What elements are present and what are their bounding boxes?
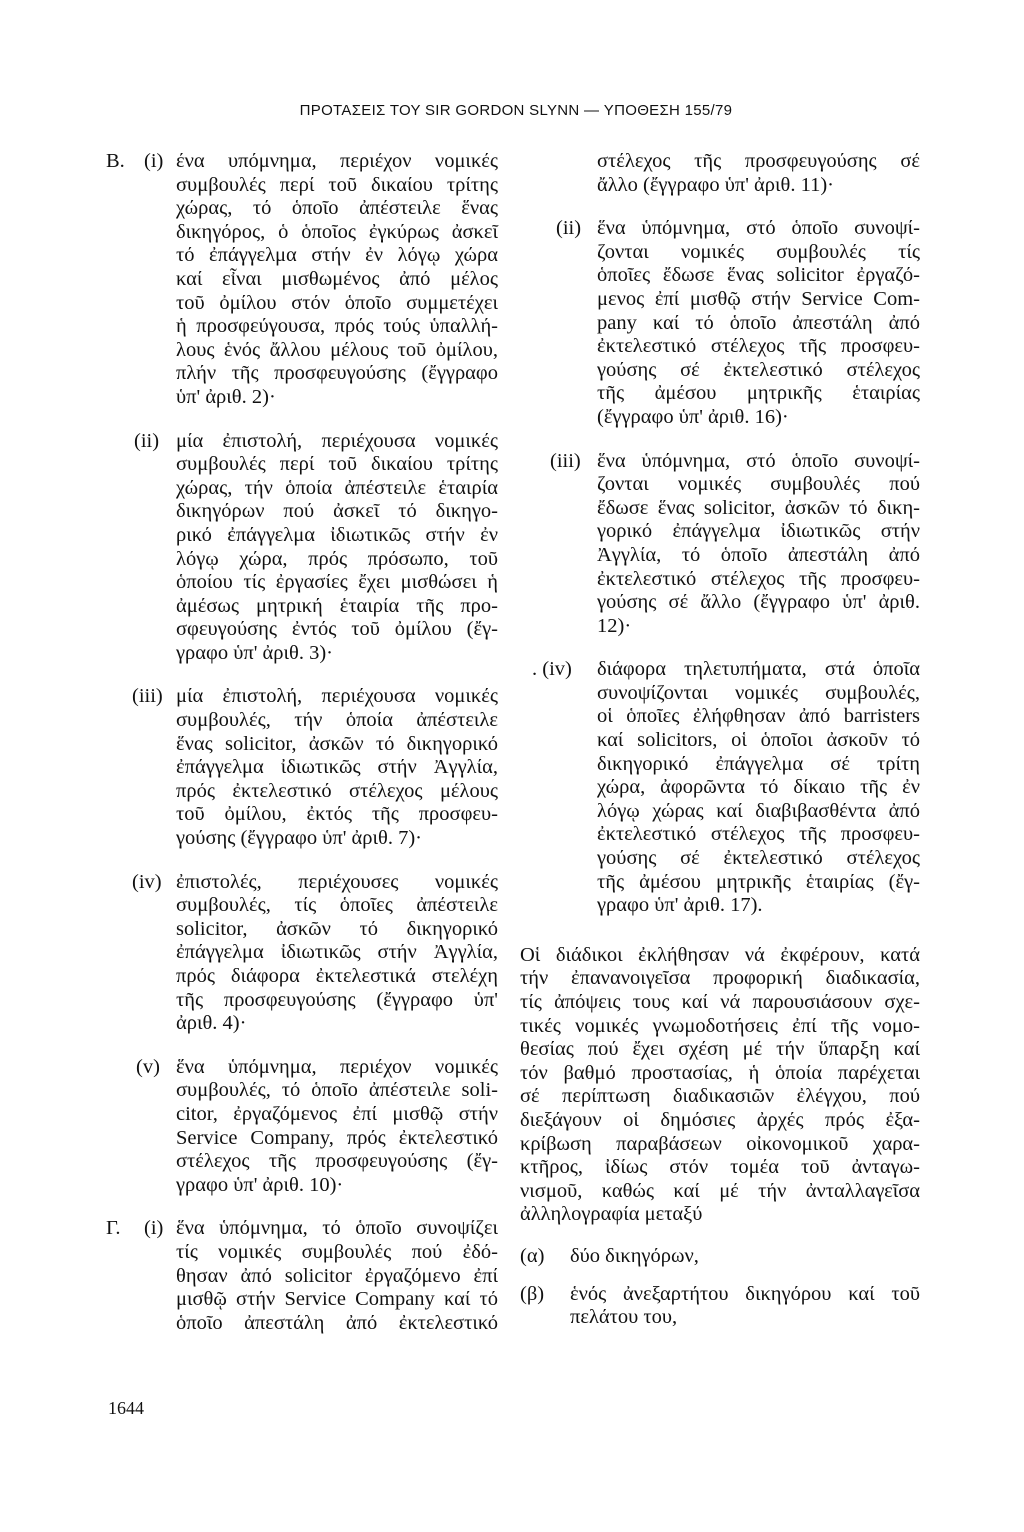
text-line: γούσης (ἔγγραφο ὑπ' ἀριθ. 7)·	[176, 827, 422, 850]
section-letter: Β.	[106, 150, 125, 172]
text-line: ὁποῖο ἀπεστάλη ἀπό ἐκτελεστικό	[176, 1311, 498, 1334]
text-line: ἑνός ἀνεξαρτήτου δικηγόρου καί τοῦ	[570, 1282, 920, 1305]
text-line: πρός διάφορα ἐκτελεστικά στελέχη	[176, 965, 498, 987]
list-item	[108, 685, 498, 850]
item-marker: (iv)	[132, 870, 162, 893]
text-line: τῆς ἀμέσου μητρικῆς ἑταιρίας	[597, 382, 920, 405]
text-line: ζονται νομικές συμβουλές τίς	[597, 240, 920, 263]
text-line: μία ἐπιστολή, περιέχουσα νομικές	[176, 685, 498, 708]
text-line: τοῦ ὀμίλου στόν ὁποῖο συμμετέχει	[176, 291, 498, 314]
text-line: συμβουλές, τήν ὁποία ἀπέστειλε	[176, 709, 498, 732]
text-line: (ἔγγραφο ὑπ' ἀριθ. 16)·	[597, 405, 789, 428]
list-item	[108, 430, 498, 666]
item-marker: (iii)	[132, 685, 163, 708]
list-item	[108, 1056, 498, 1198]
section-letter: Γ.	[106, 1217, 121, 1240]
list-item	[108, 150, 498, 410]
text-line: δύο δικηγόρων,	[570, 1244, 699, 1267]
list-item	[520, 658, 920, 918]
text-line: ένα υπόμνημα, περιέχον νομικές	[176, 150, 498, 172]
item-text	[176, 1056, 498, 1198]
text-line: ἀμέσως μητρική ἑταιρία τῆς προ-	[176, 594, 498, 617]
text-line: πρός ἐκτελεστικό στέλεχος μέλους	[176, 779, 498, 802]
item-text	[176, 150, 498, 410]
text-line: ἕνας solicitor, ἀσκῶν τό δικηγορικό	[176, 732, 498, 755]
text-line: ἕνα ὑπόμνημα, στό ὁποῖο συνοψί-	[597, 217, 920, 240]
text-line: κρίβωση παραβάσεων οἰκονομικοῦ χαρα-	[520, 1132, 920, 1155]
text-line: γούσης σέ ἐκτελεστικό στέλεχος	[597, 847, 920, 870]
text-line: ἐκτελεστικό στέλεχος τῆς προσφευ-	[597, 335, 920, 358]
item-text	[597, 658, 920, 918]
text-line: γραφο ὑπ' ἀριθ. 10)·	[176, 1173, 344, 1196]
item-text	[176, 685, 498, 850]
text-line: διάφορα τηλετυπήματα, στά ὁποῖα	[597, 658, 920, 681]
right-column	[520, 150, 920, 1336]
text-line: ἐκτελεστικό στέλεχος τῆς προσφευ-	[597, 567, 920, 590]
text-line: τῆς προσφευγούσης (ἔγγραφο ὑπ'	[176, 988, 498, 1011]
text-line: ἕνα ὑπόμνημα, περιέχον νομικές	[176, 1055, 498, 1078]
text-line: τίς ἀπόψεις τους καί νά παρουσιάσουν σχε-	[520, 991, 920, 1013]
item-text	[176, 871, 498, 1036]
text-line: στέλεχος τῆς προσφευγούσης σέ	[597, 150, 920, 172]
text-line: γορικό ἐπάγγελμα ἰδιωτικῶς στήν	[597, 520, 920, 543]
text-line: citor, ἐργαζόμενος ἐπί μισθῷ στήν	[176, 1102, 498, 1125]
text-line: Service Company, πρός ἐκτελεστικό	[176, 1126, 498, 1149]
item-text	[597, 217, 920, 429]
text-line: δικηγόρων πού ἀσκεῖ τό δικηγο-	[176, 500, 498, 523]
text-line: θησαν ἀπό solicitor ἐργαζόμενο ἐπί	[176, 1264, 498, 1287]
item-text	[176, 430, 498, 666]
body-paragraph	[520, 944, 920, 1227]
text-line: δικηγορικό ἐπάγγελμα σέ τρίτη	[597, 752, 920, 775]
text-line: 12)·	[597, 614, 632, 637]
text-line: διεξάγουν οἱ δημόσιες ἀρχές πρός ἐξα-	[520, 1108, 920, 1131]
text-line: θεσίας πού ἔχει σχέση μέ τήν ὕπαρξη καί	[520, 1038, 920, 1061]
text-line: τίς νομικές συμβουλές πού ἐδό-	[176, 1240, 498, 1263]
text-line: τό ἐπάγγελμα στήν ἐν λόγῳ χώρα	[176, 244, 498, 267]
text-line: ἔδωσε ἕνας solicitor, ἀσκῶν τό δικη-	[597, 496, 920, 519]
text-line: ὁποίου τίς ἐργασίες ἔχει μισθώσει ἡ	[176, 571, 498, 594]
text-line: καί solicitors, οἱ ὁποῖοι ἀσκοῦν τό	[597, 729, 920, 752]
text-line: δικηγόρος, ὁ ὁποῖος ἐγκύρως ἀσκεῖ	[176, 220, 498, 243]
item-marker: . (iv)	[532, 658, 572, 681]
text-line: Οἱ διάδικοι ἐκλήθησαν νά ἐκφέρουν, κατά	[520, 943, 920, 966]
text-line: ἐπάγγελμα ἰδιωτικῶς στήν Ἀγγλία,	[176, 941, 498, 964]
item-text	[570, 1283, 920, 1330]
text-line: γούσης σέ ἄλλο (ἔγγραφο ὑπ' ἀριθ.	[597, 591, 920, 614]
text-line: ἀλληλογραφία μεταξύ	[520, 1203, 703, 1226]
text-line: ὑπ' ἀριθ. 2)·	[176, 385, 276, 408]
text-line: λόγῳ χώρας καί διαβιβασθέντα ἀπό	[597, 799, 920, 822]
text-line: ὁποῖες ἔδωσε ἕνας solicitor ἐργαζό-	[597, 264, 920, 287]
text-line: νισμοῦ, καθώς καί μέ τήν ἀνταλλαγεῖσα	[520, 1179, 920, 1202]
text-line: τοῦ ὀμίλου, ἐκτός τῆς προσφευ-	[176, 803, 498, 826]
running-title: ΠΡΟΤΑΣΕΙΣ ΤΟΥ SIR GORDON SLYNN — ΥΠΟΘΕΣΗ 155/79	[299, 102, 733, 119]
text-line: μισθῷ στήν Service Company καί τό	[176, 1288, 498, 1311]
text-line: χώρα, ἀφορῶντα τό δίκαιο τῆς ἐν	[597, 776, 920, 799]
text-line: γραφο ὑπ' ἀριθ. 3)·	[176, 641, 334, 664]
text-line: κτῆρος, ἰδίως στόν τομέα τοῦ ἀνταγω-	[520, 1156, 920, 1179]
item-text	[176, 1217, 498, 1335]
text-line: ζονται νομικές συμβουλές πού	[597, 473, 920, 496]
text-line: χώρας, τό ὁποῖο ἀπέστειλε ἕνας	[176, 197, 498, 220]
list-item	[520, 1283, 920, 1330]
list-item	[108, 871, 498, 1036]
text-line: ἕνα ὑπόμνημα, τό ὁποῖο συνοψίζει	[176, 1217, 498, 1240]
text-line: μία ἐπιστολή, περιέχουσα νομικές	[176, 429, 498, 452]
item-marker: (iii)	[550, 449, 581, 472]
list-item	[520, 1245, 920, 1269]
text-line: solicitor, ἀσκῶν τό δικηγορικό	[176, 917, 498, 940]
text-line: λόγῳ χώρα, πρός πρόσωπο, τοῦ	[176, 547, 498, 570]
text-line: στέλεχος τῆς προσφευγούσης (ἔγ-	[176, 1150, 498, 1173]
text-line: τικές νομικές γνωμοδοτήσεις ἐπί τῆς νομο-	[520, 1014, 920, 1037]
text-line: συμβουλές, τίς ὁποῖες ἀπέστειλε	[176, 894, 498, 917]
text-line: pany καί τό ὁποῖο ἀπεστάλη ἀπό	[597, 311, 920, 334]
text-line: τόν βαθμό προστασίας, ἡ ὁποία παρέχεται	[520, 1061, 920, 1084]
list-item	[108, 1217, 498, 1335]
text-line: χώρας, τήν ὁποία ἀπέστειλε ἑταιρία	[176, 476, 498, 499]
text-line: σφευγούσης ἐντός τοῦ ὀμίλου (ἔγ-	[176, 618, 498, 641]
page-number: 1644	[108, 1398, 144, 1418]
text-line: ἕνα ὑπόμνημα, στό ὁποῖο συνοψί-	[597, 449, 920, 472]
item-marker: (β)	[520, 1282, 545, 1305]
text-line: ἄλλο (ἔγγραφο ὑπ' ἀριθ. 11)·	[597, 173, 834, 196]
text-line: τήν ἐπανανοιγεῖσα προφορική διαδικασία,	[520, 967, 920, 990]
text-line: μενος ἐπί μισθῷ στήν Service Com-	[597, 287, 920, 310]
paragraph-text	[520, 944, 920, 1227]
text-line: λους ἑνός ἄλλου μέλους τοῦ ὀμίλου,	[176, 338, 498, 361]
text-line: γραφο ὑπ' ἀριθ. 17).	[597, 894, 763, 917]
text-line: συμβουλές περί τοῦ δικαίου τρίτης	[176, 173, 498, 196]
text-line: τῆς ἀμέσου μητρικῆς ἑταιρίας (ἔγ-	[597, 870, 920, 893]
text-line: συνοψίζονται νομικές συμβουλές,	[597, 681, 920, 704]
running-header	[0, 102, 1024, 119]
text-line: ἡ προσφεύγουσα, πρός τούς ὑπαλλή-	[176, 315, 498, 338]
section-b	[108, 150, 498, 1197]
item-marker: (α)	[520, 1244, 545, 1267]
section-c	[108, 1217, 498, 1335]
item-text	[597, 150, 920, 197]
item-marker: (v)	[136, 1055, 160, 1078]
left-column	[108, 150, 498, 1355]
text-line: ἐκτελεστικό στέλεχος τῆς προσφευ-	[597, 823, 920, 846]
item-text	[597, 450, 920, 639]
text-line: καί εἶναι μισθωμένος ἀπό μέλος	[176, 267, 498, 290]
text-line: πελάτου του,	[570, 1306, 678, 1329]
text-line: πλήν τῆς προσφευγούσης (ἔγγραφο	[176, 362, 498, 385]
text-line: Ἀγγλία, τό ὁποῖο ἀπεστάλη ἀπό	[597, 543, 920, 566]
item-marker: (i)	[144, 150, 164, 172]
item-marker: (i)	[144, 1217, 164, 1240]
list-item	[520, 450, 920, 639]
text-line: συμβουλές, τό ὁποῖο ἀπέστειλε soli-	[176, 1079, 498, 1102]
item-marker: (ii)	[134, 429, 160, 452]
text-line: ἐπάγγελμα ἰδιωτικῶς στήν Ἀγγλία,	[176, 756, 498, 779]
text-line: σέ περίπτωση διαδικασιῶν ἐλέγχου, πού	[520, 1085, 920, 1108]
list-item	[520, 217, 920, 429]
text-line: συμβουλές περί τοῦ δικαίου τρίτης	[176, 453, 498, 476]
continuation-item	[520, 150, 920, 197]
text-line: οἱ ὁποῖες ἐλήφθησαν ἀπό barristers	[597, 705, 920, 728]
item-text	[570, 1245, 920, 1269]
item-marker: (ii)	[556, 217, 582, 240]
text-line: γούσης σέ ἐκτελεστικό στέλεχος	[597, 358, 920, 381]
text-line: ἀριθ. 4)·	[176, 1012, 247, 1035]
text-line: ἐπιστολές, περιέχουσες νομικές	[176, 870, 498, 893]
text-line: ρικό ἐπάγγελμα ἰδιωτικῶς στήν ἐν	[176, 523, 498, 546]
